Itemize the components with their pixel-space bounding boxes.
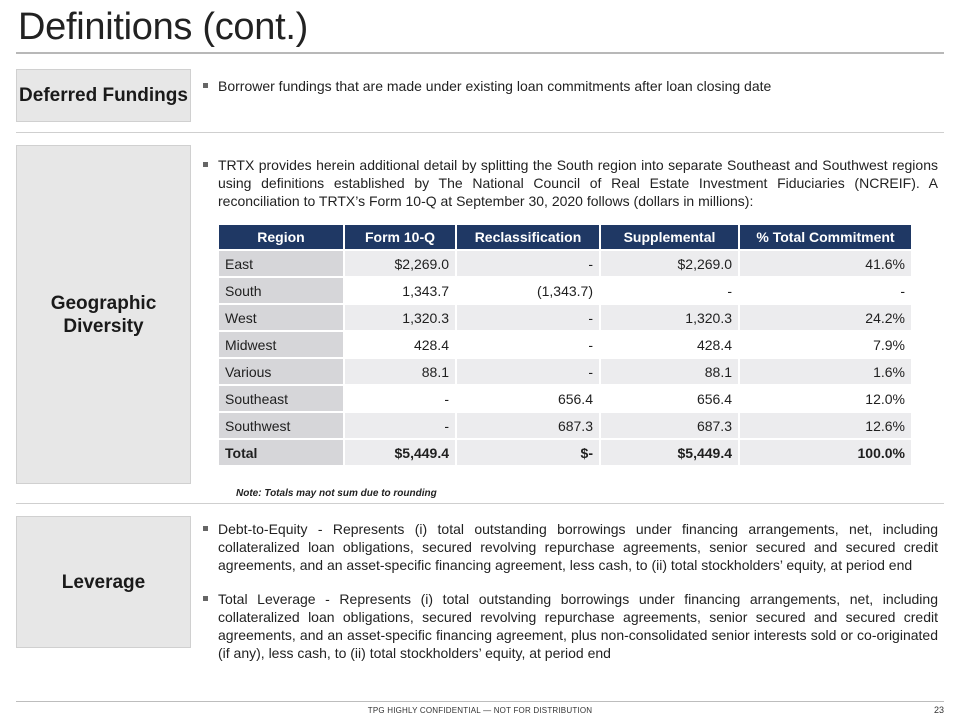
table-cell-region: Midwest xyxy=(219,332,343,357)
table-cell-region: Various xyxy=(219,359,343,384)
table-row xyxy=(219,359,911,384)
table-cell: 656.4 xyxy=(601,386,738,411)
table-cell: - xyxy=(457,305,599,330)
table-cell: 1.6% xyxy=(740,359,911,384)
section-divider xyxy=(16,503,944,504)
table-cell: 428.4 xyxy=(601,332,738,357)
table-cell: 88.1 xyxy=(345,359,455,384)
leverage-bullet-total-leverage: Total Leverage - Represents (i) total outstanding borrowings under financing arrangements, net, including collateralized loan obligations, secured revolving repurchase agreements, senior secured and secured credit agreements, and an asset-specific financing agreement, plus non-consolidated senior interests sold or co-originated (if any), less cash, to (ii) total stockholders’ equity, at period end xyxy=(218,591,938,661)
title-divider xyxy=(16,52,944,54)
table-cell-region: West xyxy=(219,305,343,330)
table-row xyxy=(219,278,911,303)
table-cell: 1,320.3 xyxy=(345,305,455,330)
table-cell: 41.6% xyxy=(740,251,911,276)
table-cell: $2,269.0 xyxy=(345,251,455,276)
section-divider xyxy=(16,132,944,133)
table-row xyxy=(219,413,911,438)
table-cell: $5,449.4 xyxy=(601,440,738,465)
deferred-fundings-bullet: Borrower fundings that are made under existing loan commitments after loan closing date xyxy=(218,77,938,95)
table-cell: - xyxy=(457,251,599,276)
table-cell: $2,269.0 xyxy=(601,251,738,276)
column-header-pct-total-commitment: % Total Commitment xyxy=(740,225,911,249)
region-reconciliation-table xyxy=(217,223,913,467)
table-cell-region: East xyxy=(219,251,343,276)
leverage-bullet-debt-to-equity: Debt-to-Equity - Represents (i) total outstanding borrowings under financing arrangements, net, including collateralized loan obligations, secured revolving repurchase agreements, senior secured and secured credit agreements, and an asset-specific financing agreement, less cash, to (ii) total stockholders’ equity, at period end xyxy=(218,521,938,573)
table-cell: 687.3 xyxy=(457,413,599,438)
table-cell: 88.1 xyxy=(601,359,738,384)
geographic-diversity-bullet: TRTX provides herein additional detail by splitting the South region into separate Southeast and Southwest regions using definitions established by The National Council of Real Estate Investment Fiduciaries (NCREIF). A reconciliation to TRTX’s Form 10-Q at September 30, 2020 follows (dollars in millions): xyxy=(218,157,938,209)
footer-divider xyxy=(16,701,944,702)
table-row xyxy=(219,305,911,330)
table-cell: 12.6% xyxy=(740,413,911,438)
table-cell: - xyxy=(345,413,455,438)
rounding-note: Note: Totals may not sum due to rounding xyxy=(236,488,437,499)
table-cell-region: Southwest xyxy=(219,413,343,438)
table-cell: $5,449.4 xyxy=(345,440,455,465)
leverage-label: Leverage xyxy=(16,516,191,648)
table-cell: 428.4 xyxy=(345,332,455,357)
page-number: 23 xyxy=(933,705,944,715)
table-row xyxy=(219,386,911,411)
deferred-fundings-label: Deferred Fundings xyxy=(16,69,191,122)
table-cell: (1,343.7) xyxy=(457,278,599,303)
page-title: Definitions (cont.) xyxy=(18,6,308,48)
table-row xyxy=(219,251,911,276)
table-cell: - xyxy=(457,359,599,384)
table-cell: $- xyxy=(457,440,599,465)
table-cell-region: South xyxy=(219,278,343,303)
table-cell-region: Southeast xyxy=(219,386,343,411)
column-header-region: Region xyxy=(219,225,343,249)
table-cell: - xyxy=(345,386,455,411)
table-cell: 656.4 xyxy=(457,386,599,411)
table-row xyxy=(219,332,911,357)
column-header-supplemental: Supplemental xyxy=(601,225,738,249)
column-header-reclassification: Reclassification xyxy=(457,225,599,249)
table-cell: - xyxy=(457,332,599,357)
table-cell: 24.2% xyxy=(740,305,911,330)
table-cell: 1,320.3 xyxy=(601,305,738,330)
table-cell: 1,343.7 xyxy=(345,278,455,303)
table-cell: 7.9% xyxy=(740,332,911,357)
column-header-form-10q: Form 10-Q xyxy=(345,225,455,249)
table-total-row xyxy=(219,440,911,465)
table-cell: 100.0% xyxy=(740,440,911,465)
footer-confidential: TPG HIGHLY CONFIDENTIAL — NOT FOR DISTRIBUTION xyxy=(367,706,593,715)
table-cell: 687.3 xyxy=(601,413,738,438)
geographic-diversity-label: Geographic Diversity xyxy=(16,145,191,484)
table-cell: - xyxy=(740,278,911,303)
table-cell: - xyxy=(601,278,738,303)
table-cell-region: Total xyxy=(219,440,343,465)
table-cell: 12.0% xyxy=(740,386,911,411)
table-header-row xyxy=(219,225,911,249)
